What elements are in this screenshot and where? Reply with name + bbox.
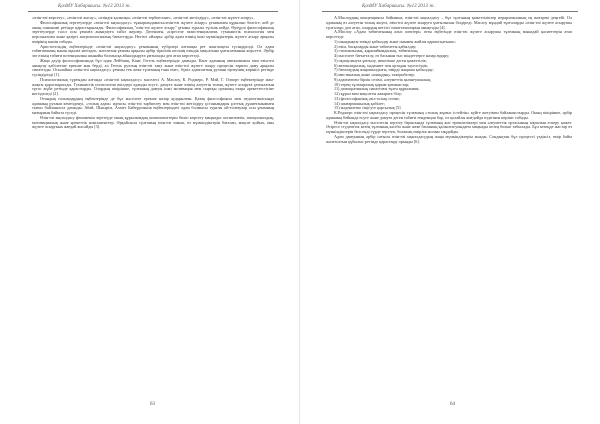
paragraph: Жаңа дәуір философиясында бұл идея Лейбниц, Кант, Гегель еңбектерінде дамыды. Кант адамның автономиясы мен өзін-өзі анықтау қабілетіне ерекше мән берді, ал Гегель рухтың өзін-өзі тану және өзін-өзі жүзеге асыру процесін тарихи даму арқылы сипаттады. Осылайша «өзін-өзі ықпалдасу» ұғымы тек жеке тұлғаның ғана емес, бүкіл адамзаттың рухани өрлеуінің көрінісі ретінде түсіндірілді [1]. (32, 57, 274, 77)
list-item: 10) терең тұлғааралық қарым-қатынастар; (334, 81, 410, 87)
list-item: 9) адамзатпен бірлік сезімі, әлеуметтік қызығушылық; (334, 76, 432, 82)
list-item: 8) мистикалық және «шыңдық» тәжірибелер; (334, 72, 415, 77)
list-item: 4) мәселеге бағытталу, өз басынан тыс міндеттерге назар аудару; (334, 53, 450, 58)
list-item: 2) өзін, басқаларды және табиғатты қабылдау; (334, 43, 417, 49)
paragraph: Отандық ғалымдардың еңбектерінде де бұл мәселеге ерекше назар аударылған. Қазақ философиясы мен педагогикасында адамның рухани кемелденуі, «толық адам» идеясы, өзін-өзі тәрбиелеу мен өзін-өзі жетілдіру ұстанымдары ұлттық дүниетаныммен тығыз байланыста дамыды. Абай, Шәкәрім, Ахмет Байтұрсынов еңбектеріндегі адам болмысы туралы ой-толғаулар осы ұғымның мазмұнын байыта түседі. (32, 95, 274, 115)
right-page (300, 0, 600, 424)
paragraph: Адам дамуының әрбір сатысы өзін-өзі ықпалдасудың жаңа мүмкіндіктерін ашады. Сондықтан бұл процесті үздіксіз, өмір бойы жалғасатын құбылыс ретінде қарастыру орынды [6]. (326, 133, 572, 144)
article-body-right (326, 16, 572, 144)
list-item: 11) демократиялық сипаттағы тұлға құрылымы; (334, 86, 420, 92)
header-rule (322, 11, 578, 12)
paragraph: Өзін-өзі ықпалдасу феноменін зерттеуде оның құрылымдық компоненттерін бөліп көрсету маңызды: когнитивтік, эмоционалдық, мотивациялық және әрекеттік компоненттер. Әрқайсысы тұлғаның өзін-өзі танып, өз мүмкіндіктерін бағалап, мақсат қойып, оны жүзеге асыруына жағдай жасайды [3]. (32, 114, 274, 130)
list-item: 7) бағалаудың жаңашылдығы, өмірді жаңаша қабылдау; (334, 67, 434, 73)
paragraph: Психологиялық тұрғыдан алғанда «өзін-өзі ықпалдасу» мәселесі А. Маслоу, К. Роджерс, Р. Мэй, Г. Олпорт еңбектерінде жан-жақты қарастырылды. Гуманистік психология өкілдері адамды өсуге, дамуға және өзінің әлеуетін толық жүзеге асыруға ұмтылатын тұтас жүйе ретінде қарастырды. Олардың пікірінше, тұлғаның дамуы ішкі мотивация мен сыртқы ортаның өзара әрекеттестігіне негізделеді [2]. (32, 76, 274, 96)
list-item: 1) шындықты тиімді қабылдау және онымен жайлы қарым-қатынас; (334, 38, 456, 44)
paragraph: А.Маслоу «Адам табиғатының алыс шектері» атты еңбегінде өзін-өзі жүзеге асырушы тұлғаның мынадай қасиеттерін атап көрсетеді: (326, 29, 572, 39)
paragraph: Өзін-өзі ықпалдасу мәселесін зерттеу барысында тұлғаның жас ерекшеліктері мен әлеуметтік ортасының ықпалын ескеру қажет. Әсіресе студенттік кезең тұлғаның кәсіби және жеке басының қалыптасуындағы маңызды кезең болып табылады. Бұл кезеңде жастар өз мүмкіндіктерін белсенді түрде зерттеп, болашақ өмірлік жолын таңдайды. (326, 119, 572, 134)
article-body-left (32, 16, 274, 130)
list-item: 14) шығармашылық қабілет; (334, 100, 385, 106)
paragraph: Философиялық зерттеулерде «өзін-өзі ықпалдасу» тұжырымдамасы«өзін-өзі жүзеге асыру» ұғымымен құрылып бөлгіге, кей де оның синонимі ретінде қарастырылады. Философиялық "өзін-өзі жүзеге асыру" ұғымы туралы түсінік кейде. Өртүрлі философиялық зерттеулерде тәсіл осы ұғымға анықтауға тәйіл жерлер. Дегенмен, әсіреселе экзистенциализм, гуманистік психология мен персонализм және қазіргі антропологиялық бағыттарда. Негізгі ойлары: әрбір адам өзінің ішкі мүмкіндіктерін жүзеге асыру арқылы өмірінің мәнін табады. (32, 19, 274, 44)
paragraph: «өзін-өзі көрсету», «өзін-өзі жасау», «өзіндік қалыпқа» «өзін-өзі тербиесине», «өзін-өзі жетілдіру», «өзін-өзі жүзеге асыру». (32, 15, 255, 20)
header-rule (28, 11, 278, 12)
running-header: ҚазМУ Хабаршысы. №13 2013 ж. (58, 4, 132, 9)
page-number: 64 (450, 402, 455, 407)
list-item: 13) философиялық әзіл-оспақ сезімі; (334, 95, 400, 101)
list-item: 12) құрал мен мақсатты ажырата білу; (334, 91, 403, 96)
list-item: 3) стихиялылық, қарапайымдылық, табиғилық; (334, 48, 419, 54)
paragraph: К.Роджерс өзін-өзі ықпалдасу процесін тұлғаның «толық жұмыс істейтін» күйге жетуімен байланыстырды. Оның пікірінше, әрбір адамның бойында өсуге және дамуға деген табиғи тенденция бар, ол қолайлы жағдайда өздігінен көрініс табады. (326, 110, 572, 120)
running-header: ҚазМУ Хабаршысы. №13 2013 ж. (362, 4, 436, 9)
list-item: 6) автономдылық, мәдениет пен ортадан тәуелсіздік; (334, 62, 429, 68)
page-number: 63 (150, 402, 155, 407)
list-item: 15) мәдениетке сіңісуге қарсылық [5]. (334, 105, 402, 111)
list-item: 5) оқшаулануға ұмтылу, жекелікке деген қажеттілік; (334, 57, 427, 63)
paragraph: А.Маслоудың концепциясы бойынша, өзін-өзі ықпалдасу – бұл тұлғаның қажеттіліктер иерархиясының ең жоғарғы деңгейі. Ол адамның өз әлеуетін толық ашуға, өзін-өзі жүзеге асыруға ұмтылысын білдіреді. Маслоу мұндай тұлғаларды «өзін-өзі жүзеге асырушы тұлғалар» деп атап, олардың негізгі сипаттамаларын анықтады [4]. (326, 15, 572, 30)
paragraph: Аристотельдің еңбектерінде «өзін-өзі ықпалдасу» ұғымының түбірлері алғашқы рет жан-жақты түсіндірілді. Ол адам табиғатының мәнін ақылға негіздеп, энтелехия ұғымы арқылы әрбір тіршілік иесінің өзіндік мақсатына ұмтылатынын көрсетті. Әрбір зат өзінің табиғи потенциалын шынайы болмысқа айналдыруға ұмтылады деп атап көрсетеді. (32, 43, 274, 58)
